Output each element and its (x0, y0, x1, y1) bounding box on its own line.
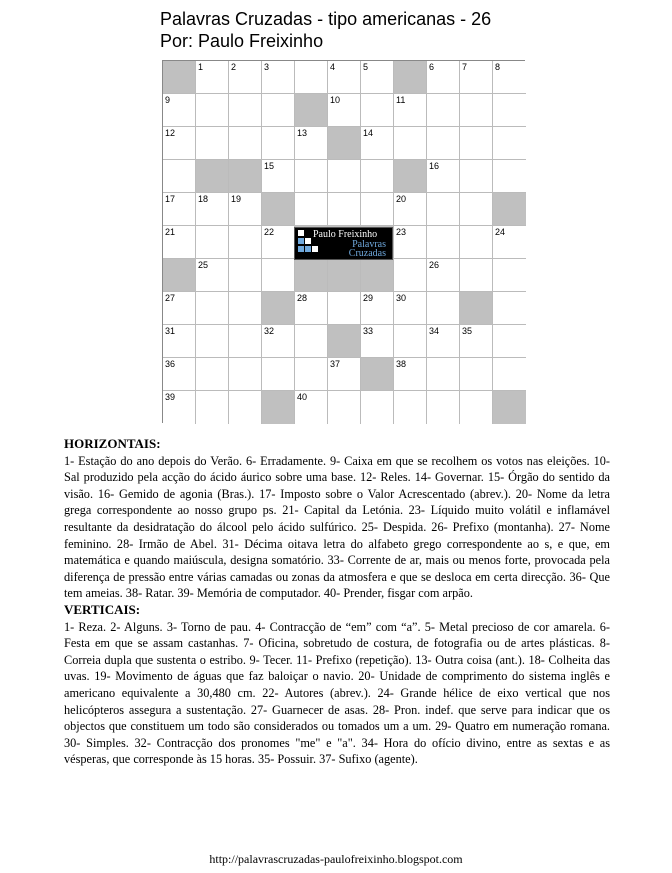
grid-cell[interactable] (163, 226, 196, 259)
clue-number: 16 (429, 161, 440, 171)
page-title (160, 8, 491, 52)
clue-number: 19 (231, 194, 242, 204)
clue-number: 24 (495, 227, 506, 237)
black-cell (163, 259, 196, 292)
grid-cell[interactable] (460, 160, 493, 193)
grid-cell[interactable] (361, 193, 394, 226)
grid-cell[interactable] (460, 391, 493, 424)
grid-cell[interactable] (460, 259, 493, 292)
grid-cell[interactable] (295, 127, 328, 160)
grid-cell[interactable] (262, 226, 295, 259)
clue-number: 12 (165, 128, 176, 138)
grid-cell[interactable] (394, 292, 427, 325)
grid-cell[interactable] (361, 292, 394, 325)
grid-cell[interactable] (427, 61, 460, 94)
grid-cell[interactable] (196, 325, 229, 358)
clues-section (64, 436, 610, 768)
grid-cell[interactable] (229, 61, 262, 94)
clue-number: 34 (429, 326, 440, 336)
clue-number: 7 (462, 62, 468, 72)
grid-cell[interactable] (394, 259, 427, 292)
black-cell (361, 358, 394, 391)
grid-cell[interactable] (295, 292, 328, 325)
grid-cell[interactable] (493, 226, 526, 259)
grid-cell[interactable] (460, 94, 493, 127)
clue-number: 39 (165, 392, 176, 402)
clue-number: 10 (330, 95, 341, 105)
grid-cell[interactable] (262, 325, 295, 358)
grid-cell[interactable] (427, 325, 460, 358)
clue-number: 36 (165, 359, 176, 369)
grid-cell[interactable] (196, 127, 229, 160)
grid-cell[interactable] (295, 61, 328, 94)
clue-number: 37 (330, 359, 341, 369)
black-cell (493, 391, 526, 424)
puzzle-title: Palavras Cruzadas - tipo americanas - 26 (160, 9, 492, 29)
grid-cell[interactable] (427, 226, 460, 259)
horizontal-heading: HORIZONTAIS: (64, 436, 161, 451)
clue-number: 14 (363, 128, 374, 138)
black-cell (493, 193, 526, 226)
grid-cell[interactable] (229, 193, 262, 226)
logo-square-icon (305, 230, 311, 236)
clue-number: 22 (264, 227, 275, 237)
grid-cell[interactable] (394, 226, 427, 259)
grid-cell[interactable] (229, 226, 262, 259)
clue-number: 8 (495, 62, 501, 72)
grid-cell[interactable] (361, 391, 394, 424)
clue-number: 6 (429, 62, 435, 72)
vertical-heading: VERTICAIS: (64, 601, 141, 617)
grid-cell[interactable] (427, 160, 460, 193)
grid-cell[interactable] (163, 358, 196, 391)
grid-cell[interactable] (460, 325, 493, 358)
clue-number: 15 (264, 161, 275, 171)
clue-number: 32 (264, 326, 275, 336)
grid-cell[interactable] (229, 94, 262, 127)
clue-number: 2 (231, 62, 237, 72)
grid-cell[interactable] (262, 160, 295, 193)
grid-cell[interactable] (229, 127, 262, 160)
clue-number: 4 (330, 62, 336, 72)
grid-cell[interactable] (394, 325, 427, 358)
grid-cell[interactable] (427, 94, 460, 127)
grid-cell[interactable] (196, 292, 229, 325)
grid-cell[interactable] (493, 127, 526, 160)
black-cell (460, 292, 493, 325)
vertical-clues: 1- Reza. 2- Alguns. 3- Torno de pau. 4- Contracção de “em” com “a”. 5- Metal precioso de cor amarela. 6- Festa em que se assam castanhas. 7- Oficina, sobretudo de costura, de fotografia ou de artes plásticas. 8- Correia dupla que sustenta o estribo. 9- Tecer. 11- Prefixo (repetição). 13- Outra coisa (ant.). 18- Colheita das uvas. 19- Movimento de águas que faz baloiçar o navio. 20- Unidade de comprimento do sistema inglês e americano equivalente a 30,480 cm. 22- Autores (abrev.). 24- Grande hélice de eixo vertical que nos helicópteros assegura a sustentação. 27- Guarnecer de asas. 28- Pron. indef. que serve para indicar que os objectos que constituem um todo são considerados ou tomados um a um. 29- Quatro em numeração romana. 30- Simples. 32- Contracção dos pronomes "me" e "a". 34- Hora do ofício divino, entre as sextas e as vésperas, que corresponde às 15 horas. 35- Possuir. 37- Sufixo (agente). (64, 619, 610, 767)
logo-line-cruzadas: Cruzadas (348, 248, 386, 259)
grid-cell[interactable] (427, 391, 460, 424)
grid-cell[interactable] (163, 292, 196, 325)
grid-cell[interactable] (229, 358, 262, 391)
clue-number: 9 (165, 95, 171, 105)
clue-number: 40 (297, 392, 308, 402)
grid-cell[interactable] (328, 358, 361, 391)
black-cell (394, 160, 427, 193)
clue-number: 21 (165, 227, 176, 237)
grid-cell[interactable] (295, 325, 328, 358)
clue-number: 17 (165, 194, 176, 204)
grid-cell[interactable] (460, 193, 493, 226)
black-cell (328, 127, 361, 160)
grid-cell[interactable] (196, 61, 229, 94)
logo-line-palavras: Palavras (352, 239, 386, 250)
grid-cell[interactable] (262, 358, 295, 391)
grid-cell[interactable] (493, 292, 526, 325)
author-logo (294, 227, 393, 260)
clue-number: 20 (396, 194, 407, 204)
black-cell (262, 193, 295, 226)
grid-cell[interactable] (229, 259, 262, 292)
grid-cell[interactable] (196, 259, 229, 292)
grid-cell[interactable] (493, 160, 526, 193)
footer-url: http://palavrascruzadas-paulofreixinho.blogspot.com (209, 852, 463, 866)
logo-square-icon (298, 230, 304, 236)
grid-cell[interactable] (196, 391, 229, 424)
grid-cell[interactable] (229, 325, 262, 358)
logo-square-icon (305, 238, 311, 244)
clue-number: 13 (297, 128, 308, 138)
grid-cell[interactable] (394, 358, 427, 391)
grid-cell[interactable] (262, 127, 295, 160)
clue-number: 25 (198, 260, 209, 270)
grid-cell[interactable] (427, 127, 460, 160)
grid-cell[interactable] (427, 259, 460, 292)
grid-cell[interactable] (328, 94, 361, 127)
logo-square-icon (298, 238, 304, 244)
grid-cell[interactable] (196, 358, 229, 391)
clue-number: 33 (363, 326, 374, 336)
black-cell (262, 391, 295, 424)
black-cell (262, 292, 295, 325)
grid-cell[interactable] (328, 292, 361, 325)
grid-cell[interactable] (427, 292, 460, 325)
clue-number: 28 (297, 293, 308, 303)
clue-number: 3 (264, 62, 270, 72)
black-cell (295, 259, 328, 292)
grid-cell[interactable] (295, 193, 328, 226)
black-cell (196, 160, 229, 193)
black-cell (328, 325, 361, 358)
grid-cell[interactable] (295, 160, 328, 193)
clue-number: 23 (396, 227, 407, 237)
clue-number: 35 (462, 326, 473, 336)
clue-number: 1 (198, 62, 204, 72)
grid-cell[interactable] (163, 391, 196, 424)
black-cell (229, 160, 262, 193)
logo-square-icon (305, 246, 311, 252)
grid-cell[interactable] (196, 94, 229, 127)
black-cell (163, 61, 196, 94)
clue-number: 27 (165, 293, 176, 303)
grid-cell[interactable] (394, 127, 427, 160)
grid-cell[interactable] (361, 94, 394, 127)
horizontal-clues: 1- Estação do ano depois do Verão. 6- Erradamente. 9- Caixa em que se recolhem os votos nas eleições. 10- Sal produzido pela acção do ácido áurico sobre uma base. 12- Reles. 14- Governar. 15- Órgão do sentido da visão. 16- Gemido de agonia (Bras.). 17- Imposto sobre o Valor Acrescentado (abrev.). 20- Nome da letra grega correspondente ao nosso grupo ps. 21- Capital da Letónia. 23- Líquido muito volátil e inflamável resultante da desidratação do álcool pelo ácido sulfúrico. 25- Despida. 26- Prefixo (montanha). 27- Nome feminino. 28- Irmão de Abel. 31- Décima oitava letra do alfabeto grego correspondente ao s, e que, em matemática e quando maiúscula, designa somatório. 33- Corrente de ar, mais ou menos forte, provocada pela diferença de pressão entre várias camadas ou zonas da atmosfera e que se desloca em certa direcção. 36- Que tem ameias. 38- Ratar. 39- Memória de computador. 40- Prender, fisgar com arpão. (64, 453, 610, 601)
grid-cell[interactable] (229, 391, 262, 424)
clue-number: 29 (363, 293, 374, 303)
grid-cell[interactable] (163, 127, 196, 160)
clue-number: 30 (396, 293, 407, 303)
clue-number: 18 (198, 194, 209, 204)
grid-cell[interactable] (493, 94, 526, 127)
grid-cell[interactable] (262, 61, 295, 94)
grid-cell[interactable] (493, 259, 526, 292)
grid-cell[interactable] (361, 325, 394, 358)
grid-cell[interactable] (196, 226, 229, 259)
puzzle-author: Por: Paulo Freixinho (160, 31, 324, 51)
grid-cell[interactable] (163, 160, 196, 193)
grid-cell[interactable] (295, 391, 328, 424)
grid-cell[interactable] (493, 61, 526, 94)
black-cell (394, 61, 427, 94)
grid-cell[interactable] (361, 127, 394, 160)
grid-cell[interactable] (460, 226, 493, 259)
black-cell (295, 94, 328, 127)
grid-cell[interactable] (460, 61, 493, 94)
grid-cell[interactable] (328, 391, 361, 424)
grid-cell[interactable] (328, 160, 361, 193)
logo-square-icon (312, 246, 318, 252)
grid-cell[interactable] (196, 193, 229, 226)
grid-cell[interactable] (361, 160, 394, 193)
grid-cell[interactable] (328, 61, 361, 94)
grid-cell[interactable] (394, 391, 427, 424)
grid-cell[interactable] (427, 193, 460, 226)
grid-cell[interactable] (493, 358, 526, 391)
clue-number: 26 (429, 260, 440, 270)
black-cell (361, 259, 394, 292)
grid-cell[interactable] (394, 94, 427, 127)
grid-cell[interactable] (163, 94, 196, 127)
grid-cell[interactable] (328, 193, 361, 226)
grid-cell[interactable] (262, 94, 295, 127)
grid-cell[interactable] (394, 193, 427, 226)
grid-cell[interactable] (460, 358, 493, 391)
clue-number: 5 (363, 62, 369, 72)
clue-number: 11 (396, 95, 406, 105)
grid-cell[interactable] (163, 193, 196, 226)
grid-cell[interactable] (229, 292, 262, 325)
clue-number: 38 (396, 359, 407, 369)
grid-cell[interactable] (460, 127, 493, 160)
logo-author-name: Paulo Freixinho (313, 229, 378, 240)
grid-cell[interactable] (361, 61, 394, 94)
grid-cell[interactable] (163, 325, 196, 358)
clue-number: 31 (165, 326, 176, 336)
black-cell (328, 259, 361, 292)
grid-cell[interactable] (295, 358, 328, 391)
grid-cell[interactable] (493, 325, 526, 358)
grid-cell[interactable] (427, 358, 460, 391)
logo-square-icon (298, 246, 304, 252)
grid-cell[interactable] (262, 259, 295, 292)
